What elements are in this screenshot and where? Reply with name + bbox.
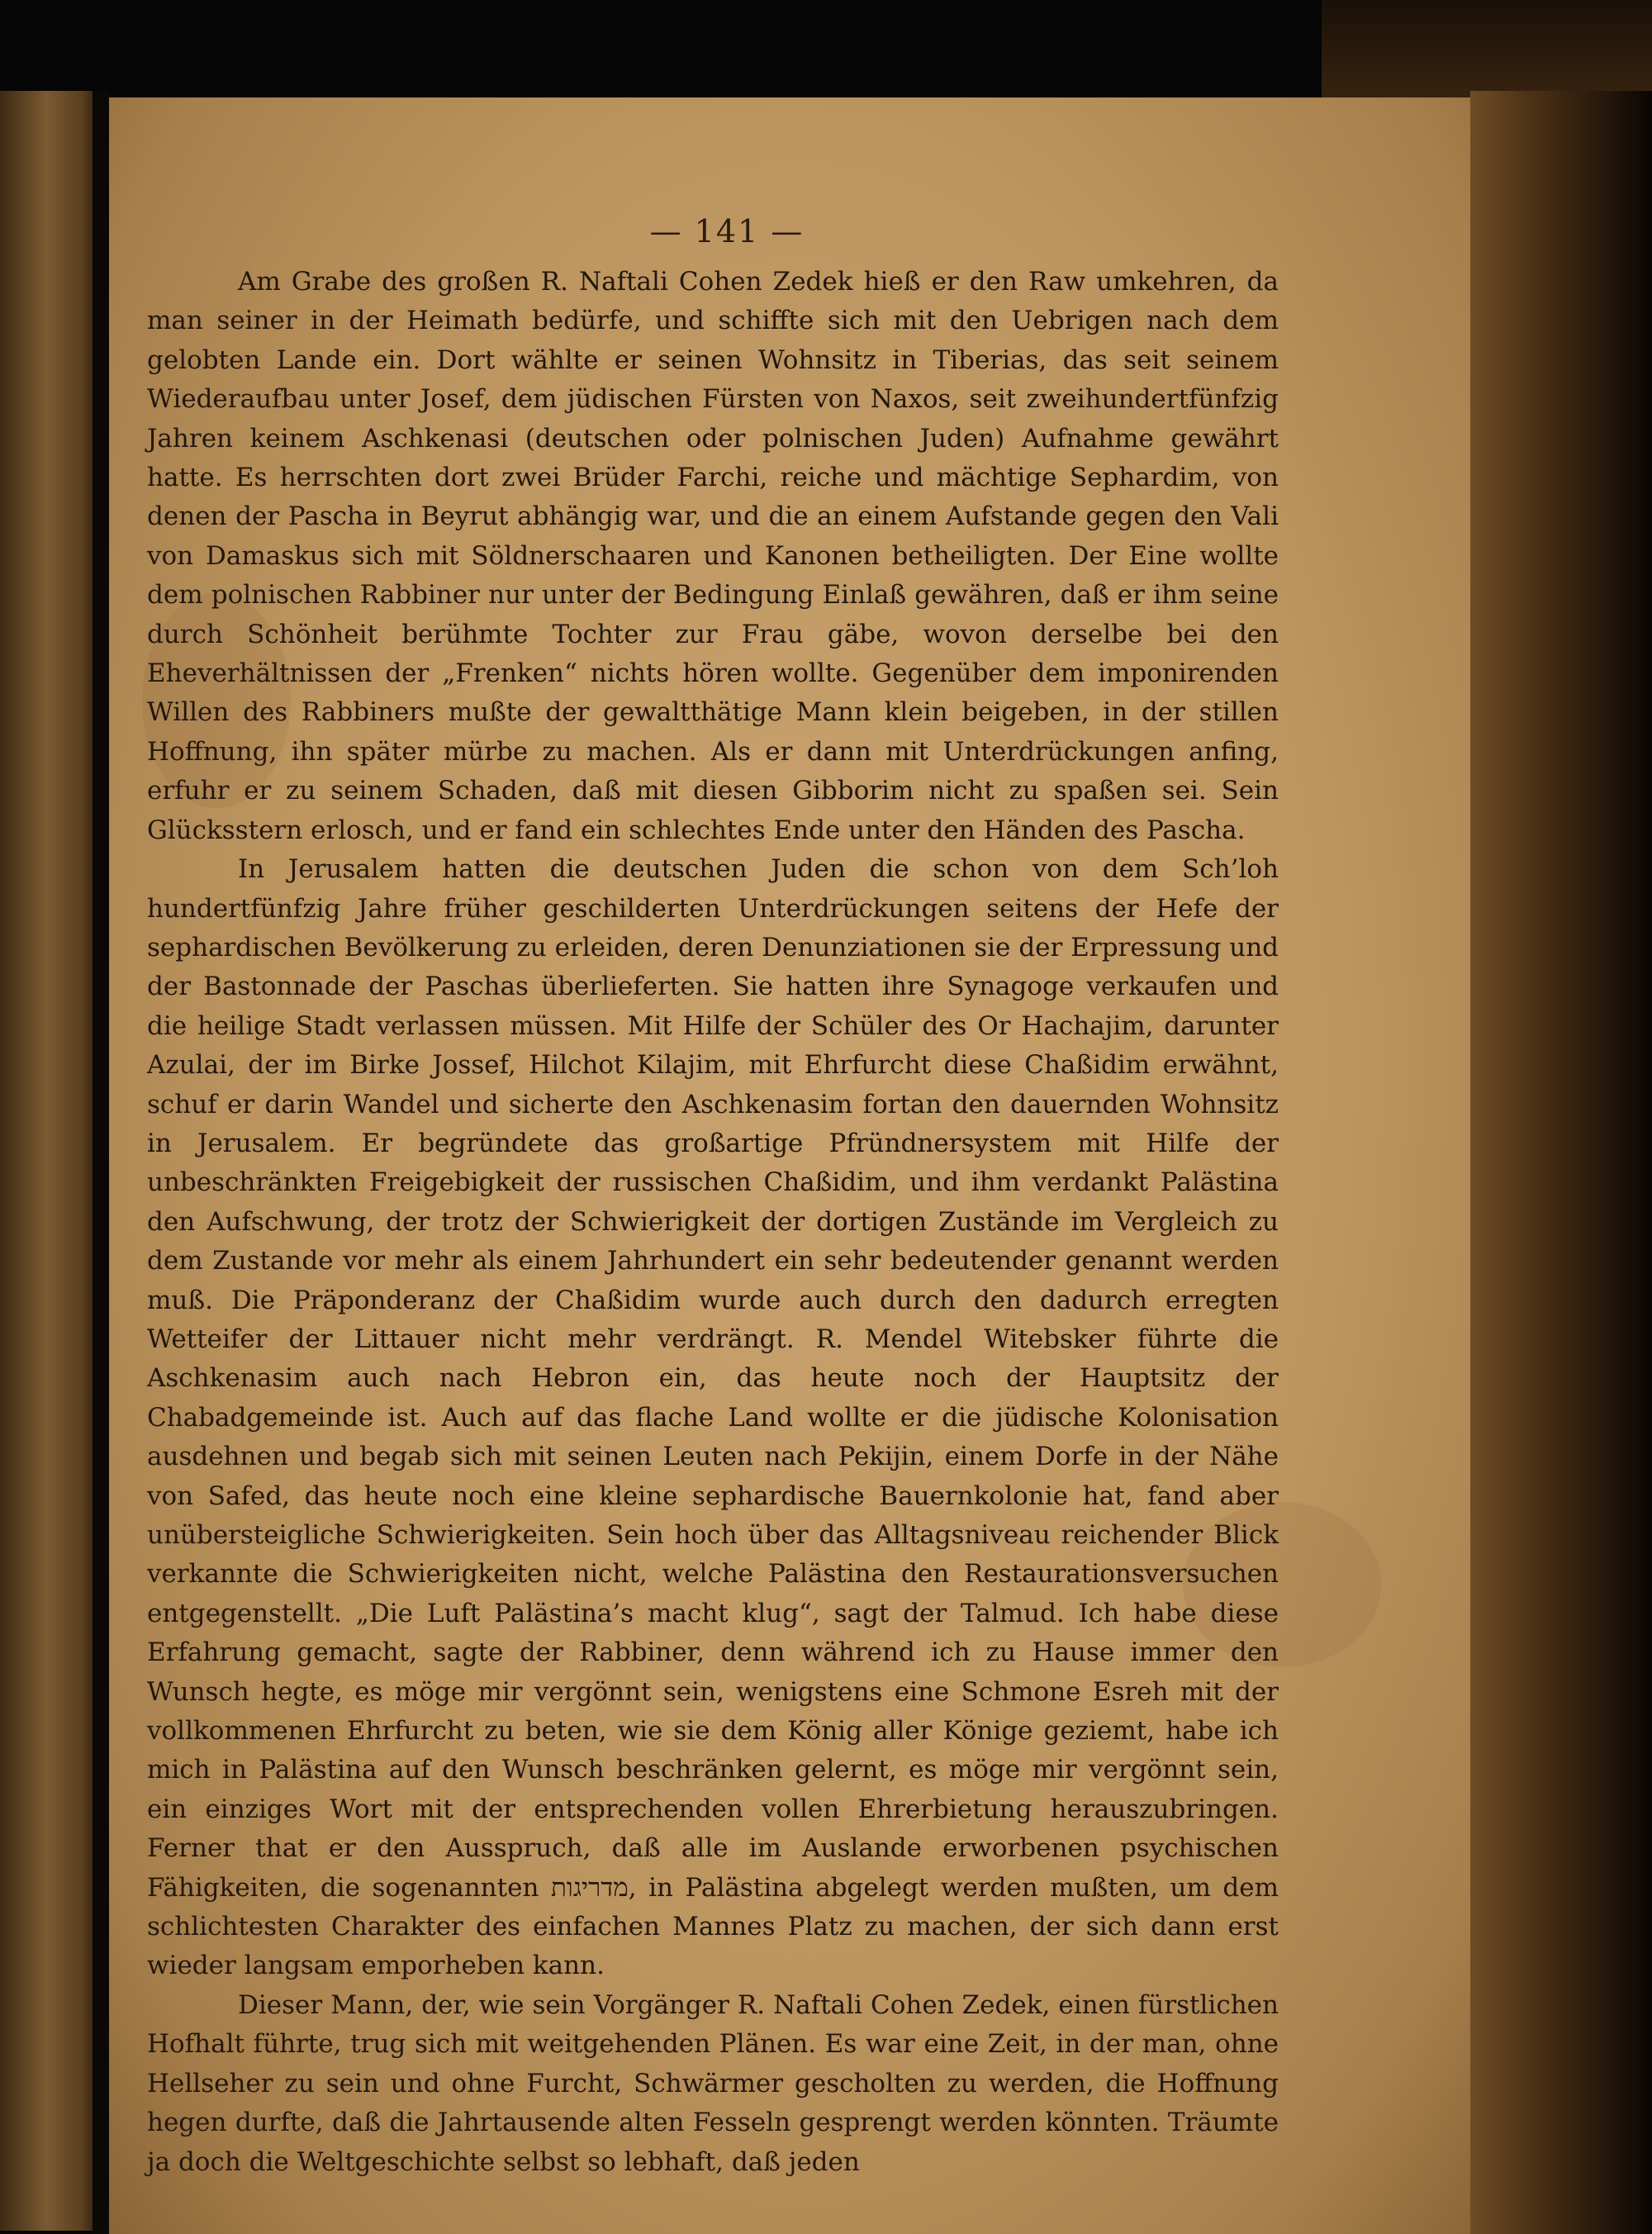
paragraph-3: Dieser Mann, der, wie sein Vorgänger R. Naftali Cohen Zedek, einen fürstlichen Hofhalt führte, trug sich mit weitgehenden Plänen. Es war eine Zeit, in der man, ohne Hellseher zu sein und ohne Furcht, Schwärmer gescholten zu werden, die Hoffnung hegen durfte, daß die Jahrtausende alten Fesseln gesprengt werden könnten. Träumte ja doch die Weltgeschichte selbst so lebhaft, daß jeden [147,1989,1279,2177]
page-number: — 141 — [649,213,805,250]
page-body-text [147,263,1279,2182]
left-page-edge [0,91,103,2231]
book-gutter [93,91,111,2234]
right-page-edge [1470,91,1652,2234]
paragraph-1: Am Grabe des großen R. Naftali Cohen Zedek hieß er den Raw umkehren, da man seiner in der Heimath bedürfe, und schiffte sich mit den Uebrigen nach dem gelobten Lande ein. Dort wählte er seinen Wohnsitz in Tiberias, das seit seinem Wiederaufbau unter Josef, dem jüdischen Fürsten von Naxos, seit zweihundertfünfzig Jahren keinem Aschkenasi (deutschen oder polnischen Juden) Aufnahme gewährt hatte. Es herrschten dort zwei Brüder Farchi, reiche und mächtige Sephardim, von denen der Pascha in Beyrut abhängig war, und die an einem Aufstande gegen den Vali von Damaskus sich mit Söldnerschaaren und Kanonen betheiligten. Der Eine wollte dem polnischen Rabbiner nur unter der Bedingung Einlaß gewähren, daß er ihm seine durch Schönheit berühmte Tochter zur Frau gäbe, wovon derselbe bei den Eheverhältnissen der „Frenken“ nichts hören wollte. Gegenüber dem imponirenden Willen des Rabbiners mußte der gewaltthätige Mann klein beigeben, in der stillen Hoffnung, ihn später mürbe zu machen. Als er dann mit Unterdrückungen anfing, erfuhr er zu seinem Schaden, daß mit diesen Gibborim nicht zu spaßen sei. Sein Glücksstern erlosch, und er fand ein schlechtes Ende unter den Händen des Pascha. [147,267,1279,845]
paragraph-2: In Jerusalem hatten die deutschen Juden die schon von dem Sch’loh hundertfünfzig Jahre früher geschilderten Unterdrückungen seitens der Hefe der sephardischen Bevölkerung zu erleiden, deren Denunziationen sie der Erpressung und der Bastonnade der Paschas überlieferten. Sie hatten ihre Synagoge verkaufen und die heilige Stadt verlassen müssen. Mit Hilfe der Schüler des Or Hachajim, darunter Azulai, der im Birke Jossef, Hilchot Kilajim, mit Ehrfurcht diese Chaßidim erwähnt, schuf er darin Wandel und sicherte den Aschkenasim fortan den dauernden Wohnsitz in Jerusalem. Er begründete das großartige Pfründnersystem mit Hilfe der unbeschränkten Freigebigkeit der russischen Chaßidim, und ihm verdankt Palästina den Aufschwung, der trotz der Schwierigkeit der dortigen Zustände im Vergleich zu dem Zustande vor mehr als einem Jahrhundert ein sehr bedeutender genannt werden muß. Die Präponderanz der Chaßidim wurde auch durch den dadurch erregten Wetteifer der Littauer nicht mehr verdrängt. R. Mendel Witebsker führte die Aschkenasim auch nach Hebron ein, das heute noch der Hauptsitz der Chabadgemeinde ist. Auch auf das flache Land wollte er die jüdische Kolonisation ausdehnen und begab sich mit seinen Leuten nach Pekijin, einem Dorfe in der Nähe von Safed, das heute noch eine kleine sephardische Bauernkolonie hat, fand aber unübersteigliche Schwierigkeiten. Sein hoch über das Alltagsniveau reichender Blick verkannte die Schwierigkeiten nicht, welche Palästina den Restaurationsversuchen entgegenstellt. „Die Luft Palästina’s macht klug“, sagt der Talmud. Ich habe diese Erfahrung gemacht, sagte der Rabbiner, denn während ich zu Hause immer den Wunsch hegte, es möge mir vergönnt sein, wenigstens eine Schmone Esreh mit der vollkommenen Ehrfurcht zu beten, wie sie dem König aller Könige geziemt, habe ich mich in Palästina auf den Wunsch beschränken gelernt, es möge mir vergönnt sein, ein einziges Wort mit der entsprechenden vollen Ehrerbietung herauszubringen. Ferner that er den Ausspruch, daß alle im Auslande erworbenen psychischen Fähigkeiten, die sogenannten מדריגות, in Palästina abgelegt werden mußten, um dem schlichtesten Charakter des einfachen Mannes Platz zu machen, der sich dann erst wieder langsam emporheben kann. [147,854,1279,1981]
